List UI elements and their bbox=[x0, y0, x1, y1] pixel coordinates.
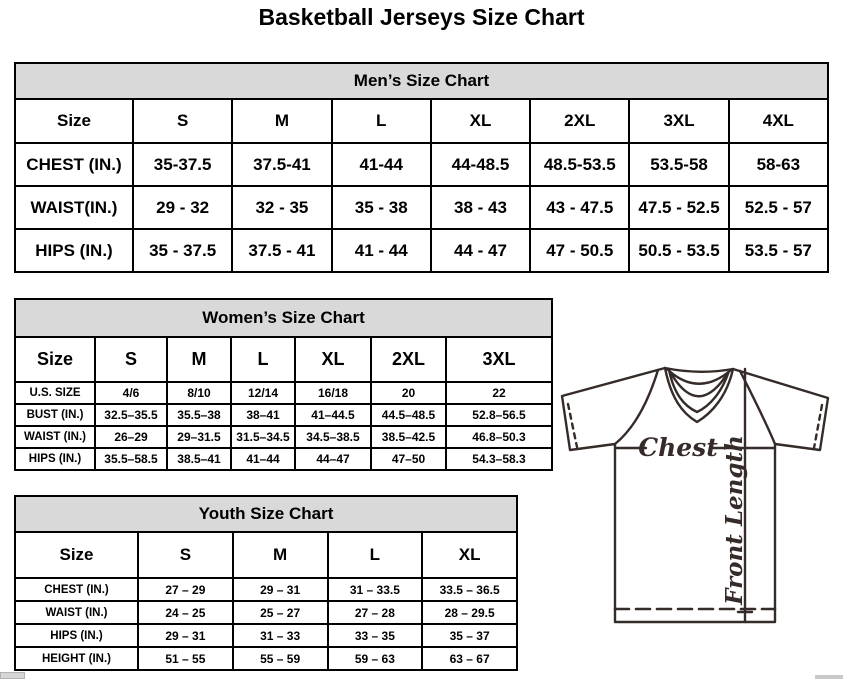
col-header-size-label: Size bbox=[15, 99, 133, 143]
size-range-cell: 4/6 bbox=[95, 382, 167, 404]
size-range-cell: 46.8–50.3 bbox=[446, 426, 552, 448]
row-label: HIPS (IN.) bbox=[15, 448, 95, 470]
collar-top-edge bbox=[665, 368, 733, 372]
size-range-cell: 26–29 bbox=[95, 426, 167, 448]
row-label: CHEST (IN.) bbox=[15, 143, 133, 186]
size-range-cell: 32.5–35.5 bbox=[95, 404, 167, 426]
col-header-size-label: Size bbox=[15, 532, 138, 578]
table-row bbox=[15, 186, 828, 229]
size-range-cell: 33.5 – 36.5 bbox=[422, 578, 517, 601]
h-scrollbar-left-fragment[interactable] bbox=[0, 672, 25, 679]
size-range-cell: 27 – 28 bbox=[328, 601, 423, 624]
row-label: BUST (IN.) bbox=[15, 404, 95, 426]
size-range-cell: 48.5-53.5 bbox=[530, 143, 629, 186]
size-range-cell: 16/18 bbox=[295, 382, 371, 404]
row-label: U.S. SIZE bbox=[15, 382, 95, 404]
youth-size-table bbox=[14, 531, 518, 671]
mens-size-table bbox=[14, 98, 829, 273]
youth-size-chart bbox=[14, 495, 518, 671]
row-label: HEIGHT (IN.) bbox=[15, 647, 138, 670]
col-header-xl: XL bbox=[431, 99, 530, 143]
size-range-cell: 44 - 47 bbox=[431, 229, 530, 272]
size-range-cell: 50.5 - 53.5 bbox=[629, 229, 728, 272]
col-header-m: M bbox=[232, 99, 331, 143]
col-header-2xl: 2XL bbox=[530, 99, 629, 143]
table-row bbox=[15, 647, 517, 670]
table-row bbox=[15, 143, 828, 186]
size-range-cell: 53.5-58 bbox=[629, 143, 728, 186]
size-range-cell: 31 – 33 bbox=[233, 624, 328, 647]
jersey-outline bbox=[562, 368, 828, 622]
table-row bbox=[15, 404, 552, 426]
size-range-cell: 38 - 43 bbox=[431, 186, 530, 229]
header-row bbox=[15, 99, 828, 143]
col-header-xl: XL bbox=[422, 532, 517, 578]
size-range-cell: 53.5 - 57 bbox=[729, 229, 828, 272]
size-range-cell: 35 - 37.5 bbox=[133, 229, 232, 272]
size-range-cell: 55 – 59 bbox=[233, 647, 328, 670]
womens-size-chart bbox=[14, 298, 553, 471]
col-header-3xl: 3XL bbox=[446, 337, 552, 382]
table-row bbox=[15, 624, 517, 647]
size-range-cell: 38.5–41 bbox=[167, 448, 231, 470]
size-range-cell: 59 – 63 bbox=[328, 647, 423, 670]
front-length-label: Front Length bbox=[721, 435, 748, 605]
size-range-cell: 54.3–58.3 bbox=[446, 448, 552, 470]
size-range-cell: 20 bbox=[371, 382, 446, 404]
size-range-cell: 35.5–38 bbox=[167, 404, 231, 426]
size-range-cell: 47 - 50.5 bbox=[530, 229, 629, 272]
col-header-l: L bbox=[231, 337, 295, 382]
size-range-cell: 63 – 67 bbox=[422, 647, 517, 670]
size-range-cell: 44–47 bbox=[295, 448, 371, 470]
size-range-cell: 35 - 38 bbox=[332, 186, 431, 229]
jersey-diagram-svg bbox=[556, 358, 843, 630]
size-range-cell: 12/14 bbox=[231, 382, 295, 404]
size-range-cell: 37.5-41 bbox=[232, 143, 331, 186]
col-header-m: M bbox=[167, 337, 231, 382]
row-label: HIPS (IN.) bbox=[15, 624, 138, 647]
size-range-cell: 33 – 35 bbox=[328, 624, 423, 647]
size-range-cell: 24 – 25 bbox=[138, 601, 233, 624]
chest-label: Chest bbox=[638, 433, 718, 462]
size-range-cell: 41-44 bbox=[332, 143, 431, 186]
size-range-cell: 28 – 29.5 bbox=[422, 601, 517, 624]
table-row bbox=[15, 382, 552, 404]
size-range-cell: 47.5 - 52.5 bbox=[629, 186, 728, 229]
row-label: WAIST (IN.) bbox=[15, 601, 138, 624]
jersey-measurement-diagram bbox=[556, 358, 843, 630]
col-header-size-label: Size bbox=[15, 337, 95, 382]
table-row bbox=[15, 601, 517, 624]
table-row bbox=[15, 426, 552, 448]
col-header-2xl: 2XL bbox=[371, 337, 446, 382]
col-header-s: S bbox=[138, 532, 233, 578]
size-range-cell: 41–44.5 bbox=[295, 404, 371, 426]
size-range-cell: 38.5–42.5 bbox=[371, 426, 446, 448]
size-range-cell: 25 – 27 bbox=[233, 601, 328, 624]
size-range-cell: 31.5–34.5 bbox=[231, 426, 295, 448]
table-row bbox=[15, 448, 552, 470]
youth-chart-title: Youth Size Chart bbox=[14, 495, 518, 533]
size-range-cell: 29–31.5 bbox=[167, 426, 231, 448]
size-range-cell: 35 – 37 bbox=[422, 624, 517, 647]
size-range-cell: 34.5–38.5 bbox=[295, 426, 371, 448]
size-range-cell: 58-63 bbox=[729, 143, 828, 186]
col-header-l: L bbox=[332, 99, 431, 143]
size-range-cell: 52.8–56.5 bbox=[446, 404, 552, 426]
row-label: WAIST(IN.) bbox=[15, 186, 133, 229]
col-header-4xl: 4XL bbox=[729, 99, 828, 143]
row-label: HIPS (IN.) bbox=[15, 229, 133, 272]
col-header-l: L bbox=[328, 532, 423, 578]
col-header-3xl: 3XL bbox=[629, 99, 728, 143]
mens-size-chart bbox=[14, 62, 829, 273]
size-range-cell: 37.5 - 41 bbox=[232, 229, 331, 272]
womens-chart-title: Women’s Size Chart bbox=[14, 298, 553, 338]
col-header-s: S bbox=[95, 337, 167, 382]
size-range-cell: 35-37.5 bbox=[133, 143, 232, 186]
womens-size-table bbox=[14, 336, 553, 471]
size-range-cell: 29 – 31 bbox=[233, 578, 328, 601]
size-range-cell: 51 – 55 bbox=[138, 647, 233, 670]
size-range-cell: 43 - 47.5 bbox=[530, 186, 629, 229]
size-range-cell: 41 - 44 bbox=[332, 229, 431, 272]
mens-chart-title: Men’s Size Chart bbox=[14, 62, 829, 100]
col-header-xl: XL bbox=[295, 337, 371, 382]
size-range-cell: 32 - 35 bbox=[232, 186, 331, 229]
row-label: CHEST (IN.) bbox=[15, 578, 138, 601]
table-row bbox=[15, 578, 517, 601]
size-range-cell: 44-48.5 bbox=[431, 143, 530, 186]
size-range-cell: 35.5–58.5 bbox=[95, 448, 167, 470]
size-range-cell: 41–44 bbox=[231, 448, 295, 470]
size-range-cell: 47–50 bbox=[371, 448, 446, 470]
h-scrollbar-right-fragment[interactable] bbox=[815, 675, 843, 679]
size-range-cell: 27 – 29 bbox=[138, 578, 233, 601]
col-header-s: S bbox=[133, 99, 232, 143]
size-range-cell: 29 - 32 bbox=[133, 186, 232, 229]
header-row bbox=[15, 337, 552, 382]
size-range-cell: 8/10 bbox=[167, 382, 231, 404]
size-range-cell: 22 bbox=[446, 382, 552, 404]
table-row bbox=[15, 229, 828, 272]
size-range-cell: 52.5 - 57 bbox=[729, 186, 828, 229]
col-header-m: M bbox=[233, 532, 328, 578]
header-row bbox=[15, 532, 517, 578]
page-title: Basketball Jerseys Size Chart bbox=[258, 4, 585, 30]
size-range-cell: 29 – 31 bbox=[138, 624, 233, 647]
row-label: WAIST (IN.) bbox=[15, 426, 95, 448]
size-range-cell: 44.5–48.5 bbox=[371, 404, 446, 426]
size-range-cell: 38–41 bbox=[231, 404, 295, 426]
size-range-cell: 31 – 33.5 bbox=[328, 578, 423, 601]
